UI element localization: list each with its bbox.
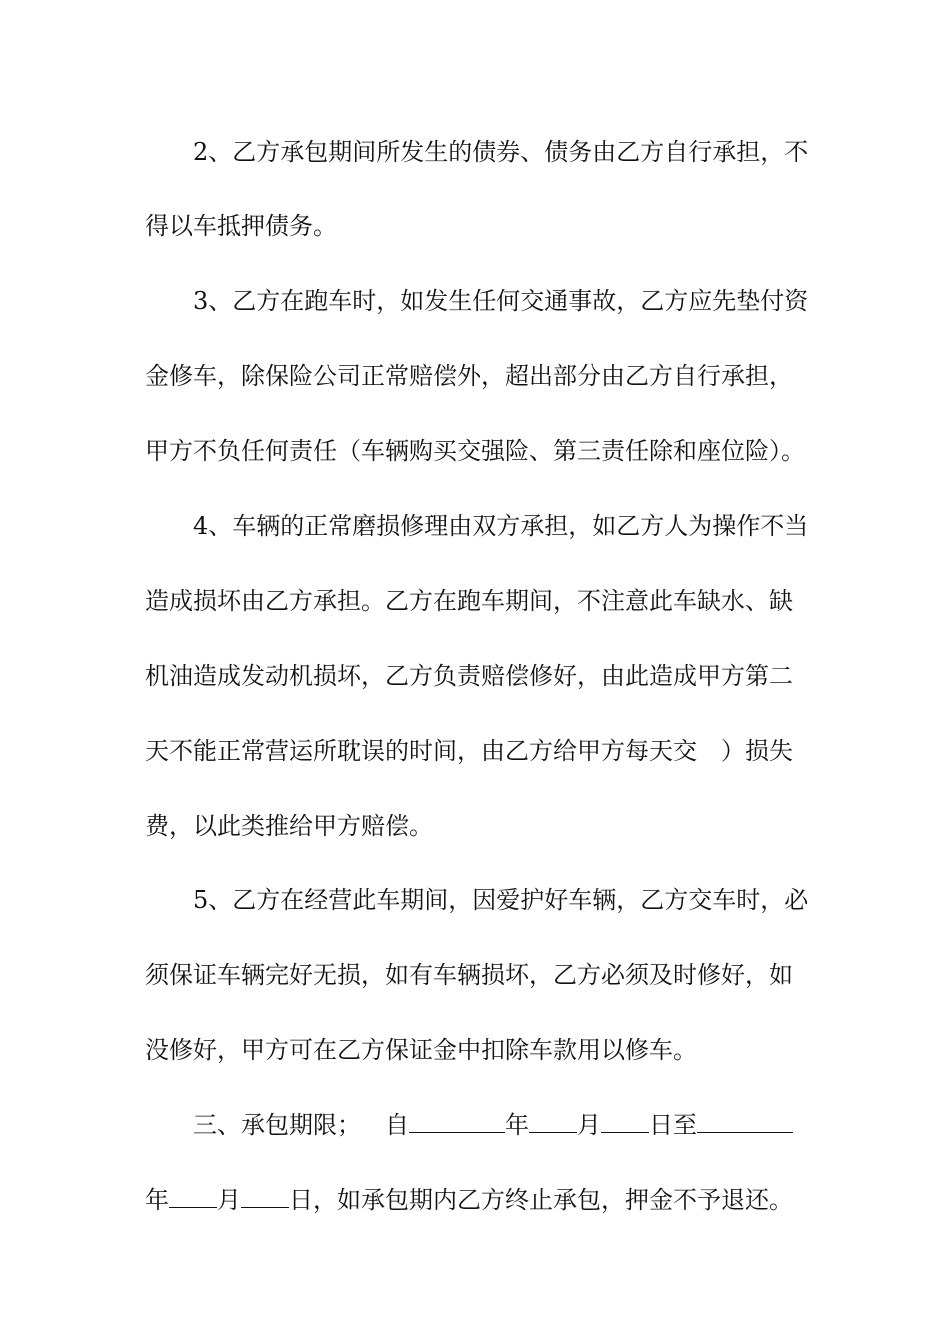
term-year: 年: [505, 1111, 529, 1139]
paragraph-line: 机油造成发动机损坏，乙方负责赔偿修好，由此造成甲方第二: [145, 662, 793, 690]
paragraph-line: 4、车辆的正常磨损修理由双方承担，如乙方人为操作不当: [193, 512, 809, 540]
end-month-blank[interactable]: [169, 1185, 217, 1208]
start-day-blank[interactable]: [601, 1110, 649, 1133]
paragraph-line: 造成损坏由乙方承担。乙方在跑车期间，不注意此车缺水、缺: [145, 587, 793, 615]
term-month2: 月: [217, 1186, 241, 1214]
term-from: 自: [385, 1111, 409, 1139]
paragraph-line: 得以车抵押债务。: [145, 212, 337, 240]
term-line-2: [145, 1185, 810, 1215]
term-label: 三、承包期限；: [193, 1111, 361, 1139]
term-day-end: 日，如承包期内乙方终止承包，押金不予退还。: [289, 1186, 793, 1214]
paragraph-line: 5、乙方在经营此车期间，因爱护好车辆，乙方交车时，必: [193, 886, 809, 914]
paragraph-line: 费，以此类推给甲方赔偿。: [145, 812, 433, 840]
term-day-to: 日至: [649, 1111, 697, 1139]
end-day-blank[interactable]: [241, 1185, 289, 1208]
paragraph-line: 没修好，甲方可在乙方保证金中扣除车款用以修车。: [145, 1036, 697, 1064]
paragraph-line: 天不能正常营运所耽误的时间，由乙方给甲方每天交 ）损失: [145, 737, 793, 765]
start-year-blank[interactable]: [409, 1110, 505, 1133]
paragraph-line: 2、乙方承包期间所发生的债券、债务由乙方自行承担，不: [193, 138, 809, 166]
paragraph-line: 甲方不负任何责任（车辆购买交强险、第三责任除和座位险）。: [145, 437, 805, 465]
term-line: [193, 1110, 810, 1140]
term-month: 月: [577, 1111, 601, 1139]
paragraph-line: 须保证车辆完好无损，如有车辆损坏，乙方必须及时修好，如: [145, 961, 793, 989]
end-year-blank[interactable]: [697, 1110, 793, 1133]
paragraph-line: 3、乙方在跑车时，如发生任何交通事故，乙方应先垫付资: [193, 287, 809, 315]
term-year2: 年: [145, 1186, 169, 1214]
paragraph-line: 金修车，除保险公司正常赔偿外，超出部分由乙方自行承担，: [145, 362, 793, 390]
start-month-blank[interactable]: [529, 1110, 577, 1133]
